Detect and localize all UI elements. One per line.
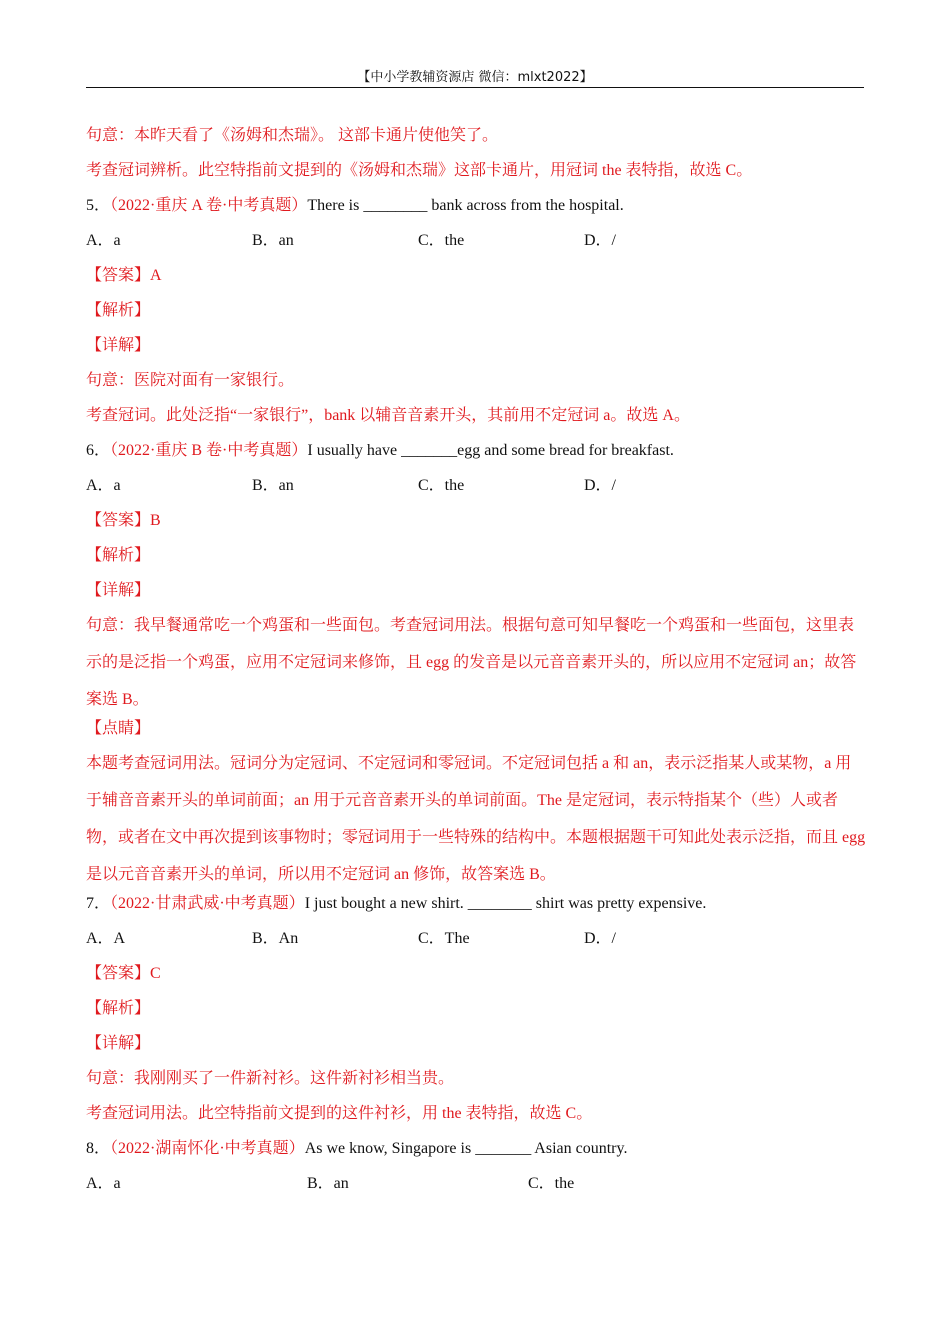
option-c: C．the — [418, 232, 465, 249]
option-c: C．the — [418, 477, 465, 494]
question-stem: I usually have _______egg and some bread for breakfast. — [307, 442, 674, 459]
option-c: C．the — [528, 1175, 575, 1192]
sentence-meaning: 句意：医院对面有一家银行。 — [86, 372, 295, 389]
page-header: 【中小学教辅资源店 微信：mlxt2022】 — [357, 70, 593, 85]
analysis-label: 【解析】 — [86, 1000, 151, 1017]
tip-text: 本题考查冠词用法。冠词分为定冠词、不定冠词和零冠词。不定冠词包括 a 和 an，表示泛指某人或某物，a 用于辅音音素开头的单词前面；an 用于元音音素开头的单词前面。The 是定冠词，表示特指某个（些）人或者物，或者在文中再次提到该事物时；零冠词用于一些特殊的结构中。本题根据题干可知此处表示泛指，而且 egg 是以元音音素开头的单词，所以用不定冠词 an 修饰，故答案选 B。 — [86, 755, 866, 883]
question-source: （2022·湖南怀化·中考真题） — [110, 1140, 305, 1157]
option-b: B．an — [252, 232, 294, 249]
analysis-label: 【解析】 — [86, 547, 151, 564]
option-a: A．a — [86, 232, 121, 249]
question-8 — [86, 1138, 866, 1173]
tip-paragraph — [86, 745, 866, 893]
question-5 — [86, 195, 866, 230]
question-7 — [86, 893, 866, 928]
explanation: 考查冠词。此处泛指“一家银行”，bank 以辅音音素开头，其前用不定冠词 a。故选 A。 — [86, 407, 690, 424]
analysis-label: 【解析】 — [86, 302, 151, 319]
option-d: D．/ — [584, 477, 617, 494]
tip-label: 【点睛】 — [86, 720, 151, 737]
option-b: B．an — [252, 477, 294, 494]
detail-label: 【详解】 — [86, 337, 151, 354]
question-6 — [86, 440, 866, 475]
intro-sentence-meaning: 句意：本昨天看了《汤姆和杰瑞》。 这部卡通片使他笑了。 — [86, 127, 499, 144]
explanation-text: 句意：我早餐通常吃一个鸡蛋和一些面包。考查冠词用法。根据句意可知早餐吃一个鸡蛋和一些面包，这里表示的是泛指一个鸡蛋，应用不定冠词来修饰，且 egg 的发音是以元音音素开头的，所以应用不定冠词 an；故答案选 B。 — [86, 617, 857, 708]
explanation: 考查冠词用法。此空特指前文提到的这件衬衫，用 the 表特指，故选 C。 — [86, 1105, 593, 1122]
document-body — [86, 125, 866, 1208]
question-source: （2022·重庆 A 卷·中考真题） — [110, 197, 308, 214]
intro-explanation: 考查冠词辨析。此空特指前文提到的《汤姆和杰瑞》这部卡通片，用冠词 the 表特指，故选 C。 — [86, 162, 753, 179]
header-divider — [86, 87, 864, 88]
option-a: A．A — [86, 930, 126, 947]
option-d: D．/ — [584, 930, 617, 947]
question-number: 6． — [86, 442, 111, 459]
question-6-options — [86, 475, 866, 510]
question-8-options — [86, 1173, 866, 1208]
answer-label: 【答案】C — [86, 965, 161, 982]
option-d: D．/ — [584, 232, 617, 249]
explanation-paragraph — [86, 607, 866, 718]
question-stem: I just bought a new shirt. ________ shirt was pretty expensive. — [304, 895, 707, 912]
detail-label: 【详解】 — [86, 582, 151, 599]
detail-label: 【详解】 — [86, 1035, 151, 1052]
question-stem: There is ________ bank across from the hospital. — [307, 197, 624, 214]
sentence-meaning: 句意：我刚刚买了一件新衬衫。这件新衬衫相当贵。 — [86, 1070, 455, 1087]
question-number: 5． — [86, 197, 111, 214]
answer-label: 【答案】B — [86, 512, 161, 529]
answer-label: 【答案】A — [86, 267, 162, 284]
question-7-options — [86, 928, 866, 963]
question-5-options — [86, 230, 866, 265]
option-a: A．a — [86, 1175, 121, 1192]
option-b: B．an — [307, 1175, 349, 1192]
option-a: A．a — [86, 477, 121, 494]
question-number: 8． — [86, 1140, 111, 1157]
option-b: B．An — [252, 930, 299, 947]
question-source: （2022·甘肃武威·中考真题） — [110, 895, 305, 912]
question-number: 7． — [86, 895, 111, 912]
question-stem: As we know, Singapore is _______ Asian country. — [304, 1140, 628, 1157]
question-source: （2022·重庆 B 卷·中考真题） — [110, 442, 308, 459]
option-c: C．The — [418, 930, 470, 947]
